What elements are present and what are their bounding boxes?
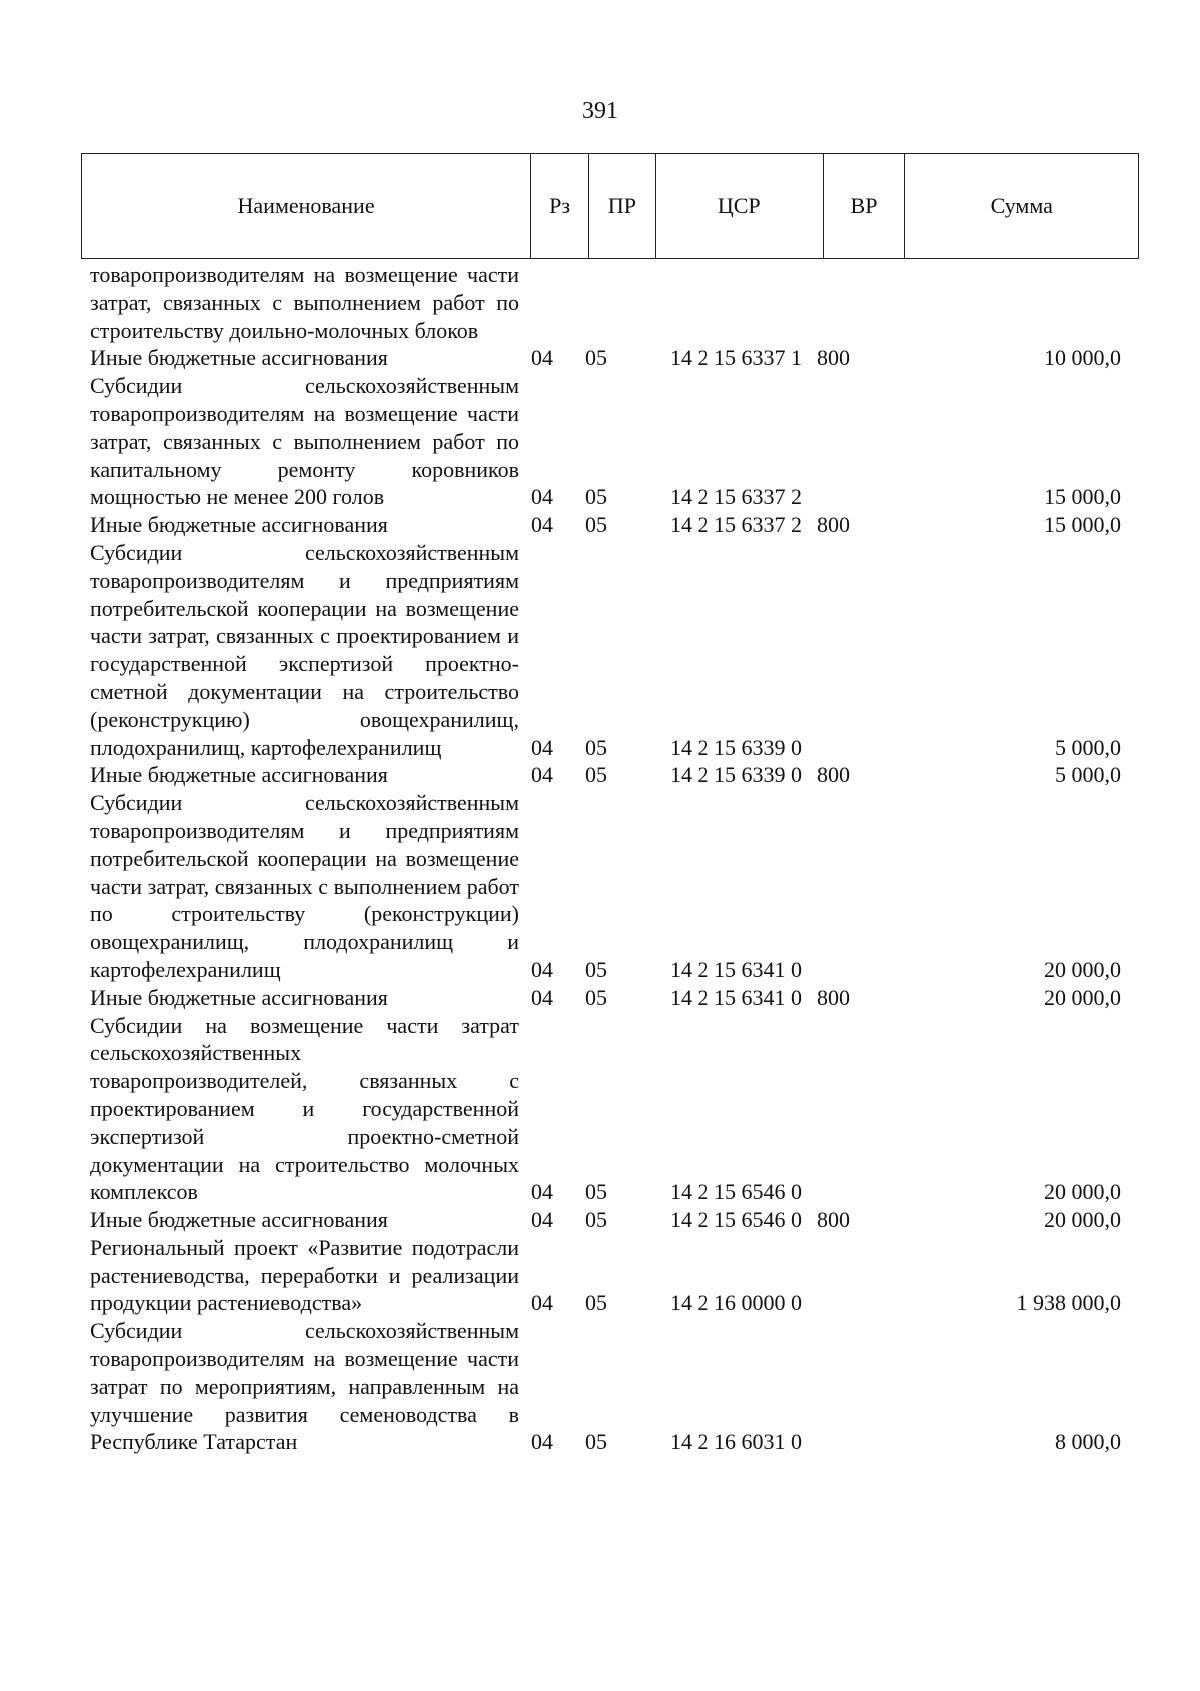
row-csr: 14 2 15 6341 0 bbox=[670, 984, 802, 1010]
row-sum: 1 938 000,0 bbox=[1016, 1290, 1121, 1316]
row-name: Субсидии сельскохозяйственным товаропроизводителям и предприятиям потребительской кооперации на возмещение части затрат, связанных с выполнением работ по строительству (реконструкции) овощехранилищ, плодохранилищ и картофелехранилищ bbox=[90, 790, 519, 982]
header-sum: Сумма bbox=[990, 193, 1053, 218]
row-rz: 04 bbox=[531, 734, 553, 760]
row-rz: 04 bbox=[531, 345, 553, 371]
row-rz: 04 bbox=[531, 762, 553, 788]
row-pr: 05 bbox=[585, 762, 607, 788]
row-csr: 14 2 16 0000 0 bbox=[670, 1290, 802, 1316]
table-row bbox=[81, 761, 1139, 789]
table-body bbox=[81, 261, 1139, 1456]
row-name: Иные бюджетные ассигнования bbox=[90, 345, 388, 371]
row-name: Региональный проект «Развитие подотрасли растениеводства, переработки и реализации продукции растениеводства» bbox=[90, 1234, 519, 1316]
page-number: 391 bbox=[582, 98, 618, 124]
row-csr: 14 2 15 6341 0 bbox=[670, 956, 802, 982]
table-row bbox=[81, 372, 1139, 511]
row-pr: 05 bbox=[585, 512, 607, 538]
row-sum: 8 000,0 bbox=[1055, 1429, 1121, 1455]
row-sum: 5 000,0 bbox=[1055, 762, 1121, 788]
row-rz: 04 bbox=[531, 512, 553, 538]
row-pr: 05 bbox=[585, 1290, 607, 1316]
table-row bbox=[81, 1317, 1139, 1456]
header-rz: Рз bbox=[531, 154, 589, 258]
row-sum: 20 000,0 bbox=[1044, 956, 1121, 982]
row-rz: 04 bbox=[531, 1179, 553, 1205]
table-row bbox=[81, 261, 1139, 344]
header-name: Наименование bbox=[82, 154, 531, 258]
row-rz: 04 bbox=[531, 484, 553, 510]
row-pr: 05 bbox=[585, 1429, 607, 1455]
row-sum: 20 000,0 bbox=[1044, 984, 1121, 1010]
table-row bbox=[81, 1234, 1139, 1317]
table-row bbox=[81, 789, 1139, 984]
row-csr: 14 2 15 6337 2 bbox=[670, 484, 802, 510]
row-vr: 800 bbox=[817, 762, 850, 788]
row-sum: 15 000,0 bbox=[1044, 512, 1121, 538]
row-pr: 05 bbox=[585, 984, 607, 1010]
row-pr: 05 bbox=[585, 345, 607, 371]
table-row bbox=[81, 511, 1139, 539]
row-pr: 05 bbox=[585, 484, 607, 510]
row-name: товаропроизводителям на возмещение части затрат, связанных с выполнением работ по строительству доильно-молочных блоков bbox=[90, 262, 519, 343]
row-name: Субсидии сельскохозяйственным товаропроизводителям и предприятиям потребительской кооперации на возмещение части затрат, связанных с проектированием и государственной экспертизой проектно-сметной документации на строительство (реконструкцию) овощехранилищ, плодохранилищ, картофелехранилищ bbox=[90, 539, 519, 760]
row-csr: 14 2 15 6546 0 bbox=[670, 1179, 802, 1205]
row-sum: 20 000,0 bbox=[1044, 1179, 1121, 1205]
row-sum: 5 000,0 bbox=[1055, 734, 1121, 760]
table-row bbox=[81, 344, 1139, 372]
row-csr: 14 2 16 6031 0 bbox=[670, 1429, 802, 1455]
row-vr: 800 bbox=[817, 984, 850, 1010]
row-rz: 04 bbox=[531, 1290, 553, 1316]
row-pr: 05 bbox=[585, 734, 607, 760]
row-rz: 04 bbox=[531, 1207, 553, 1233]
row-pr: 05 bbox=[585, 1207, 607, 1233]
row-name: Иные бюджетные ассигнования bbox=[90, 762, 388, 788]
row-sum: 20 000,0 bbox=[1044, 1207, 1121, 1233]
row-csr: 14 2 15 6546 0 bbox=[670, 1207, 802, 1233]
row-name: Иные бюджетные ассигнования bbox=[90, 984, 388, 1010]
header-pr: ПР bbox=[589, 154, 656, 258]
row-pr: 05 bbox=[585, 956, 607, 982]
row-name: Субсидии сельскохозяйственным товаропроизводителям на возмещение части затрат по мероприятиям, направленным на улучшение развития семеноводства в Республике Татарстан bbox=[90, 1318, 519, 1455]
row-vr: 800 bbox=[817, 345, 850, 371]
row-name: Субсидии сельскохозяйственным товаропроизводителям на возмещение части затрат, связанных с выполнением работ по капитальному ремонту коровников мощностью не менее 200 голов bbox=[90, 373, 519, 510]
header-vr: ВР bbox=[824, 154, 906, 258]
table-row bbox=[81, 539, 1139, 761]
row-csr: 14 2 15 6337 2 bbox=[670, 512, 802, 538]
table-row bbox=[81, 1012, 1139, 1207]
header-csr: ЦСР bbox=[656, 154, 824, 258]
row-name: Иные бюджетные ассигнования bbox=[90, 1207, 388, 1233]
table-row bbox=[81, 1206, 1139, 1234]
row-rz: 04 bbox=[531, 1429, 553, 1455]
row-vr: 800 bbox=[817, 512, 850, 538]
row-csr: 14 2 15 6337 1 bbox=[670, 345, 802, 371]
row-rz: 04 bbox=[531, 956, 553, 982]
row-pr: 05 bbox=[585, 1179, 607, 1205]
row-name: Субсидии на возмещение части затрат сельскохозяйственных товаропроизводителей, связанных с проектированием и государственной экспертизой проектно-сметной документации на строительство молочных комплексов bbox=[90, 1012, 519, 1205]
row-sum: 15 000,0 bbox=[1044, 484, 1121, 510]
row-sum: 10 000,0 bbox=[1044, 345, 1121, 371]
row-csr: 14 2 15 6339 0 bbox=[670, 762, 802, 788]
row-csr: 14 2 15 6339 0 bbox=[670, 734, 802, 760]
row-vr: 800 bbox=[817, 1207, 850, 1233]
row-name: Иные бюджетные ассигнования bbox=[90, 512, 388, 538]
table-row bbox=[81, 984, 1139, 1012]
row-rz: 04 bbox=[531, 984, 553, 1010]
table-header bbox=[81, 153, 1139, 259]
